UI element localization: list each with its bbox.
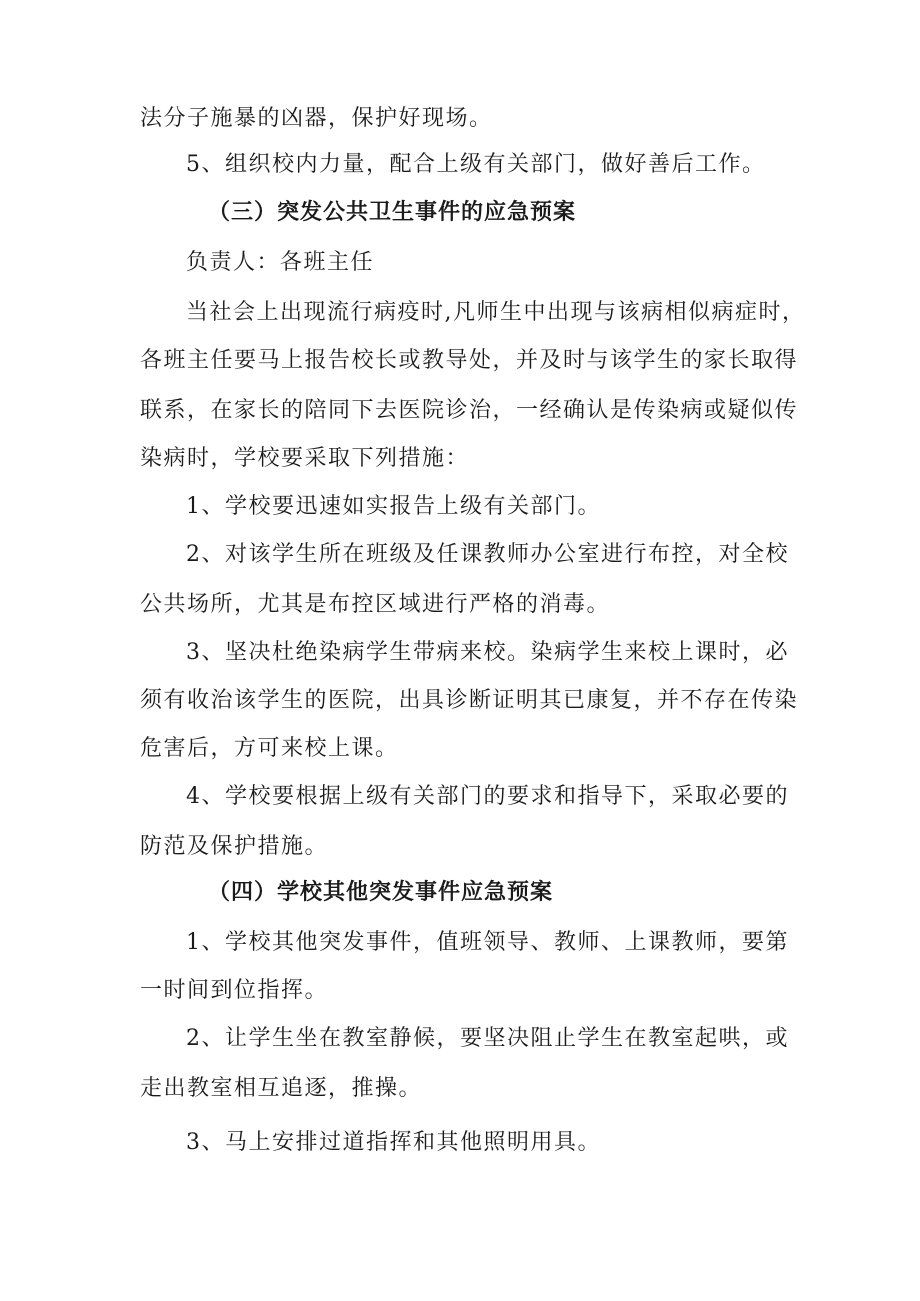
text-line: 危害后，方可来校上课。: [140, 736, 399, 761]
text-line: 防范及保护措施。: [140, 834, 329, 859]
text-line: 法分子施暴的凶器，保护好现场。: [140, 106, 493, 131]
text-line: 1、学校其他突发事件，值班领导、教师、上课教师，要第: [186, 930, 789, 955]
text-line: 联系，在家长的陪同下去医院诊治，一经确认是传染病或疑似传: [140, 398, 799, 423]
text-line: 1、学校要迅速如实报告上级有关部门。: [186, 494, 601, 519]
text-line: 2、让学生坐在教室静候，要坚决阻止学生在教室起哄，或: [186, 1026, 789, 1051]
section-heading: （四）学校其他突发事件应急预案: [208, 880, 554, 905]
section-heading: （三）突发公共卫生事件的应急预案: [208, 200, 577, 225]
text-line: 须有收治该学生的医院，出具诊断证明其已康复，并不存在传染: [140, 688, 799, 713]
text-line: 公共场所，尤其是布控区域进行严格的消毒。: [140, 592, 611, 617]
text-line: 3、坚决杜绝染病学生带病来校。染病学生来校上课时，必: [186, 640, 789, 665]
text-line: 一时间到位指挥。: [140, 978, 329, 1003]
text-line: 5、组织校内力量，配合上级有关部门，做好善后工作。: [186, 152, 766, 177]
text-line: 当社会上出现流行病疫时,凡师生中出现与该病相似病症时，: [186, 300, 806, 325]
text-line: 走出教室相互追逐，推操。: [140, 1076, 423, 1101]
text-line: 负责人：各班主任: [186, 250, 375, 275]
text-line: 3、马上安排过道指挥和其他照明用具。: [186, 1130, 601, 1155]
text-line: 染病时，学校要采取下列措施：: [140, 446, 470, 471]
text-line: 4、学校要根据上级有关部门的要求和指导下，采取必要的: [186, 784, 789, 809]
text-line: 2、对该学生所在班级及任课教师办公室进行布控，对全校: [186, 542, 789, 567]
text-line: 各班主任要马上报告校长或教导处，并及时与该学生的家长取得: [140, 348, 799, 373]
